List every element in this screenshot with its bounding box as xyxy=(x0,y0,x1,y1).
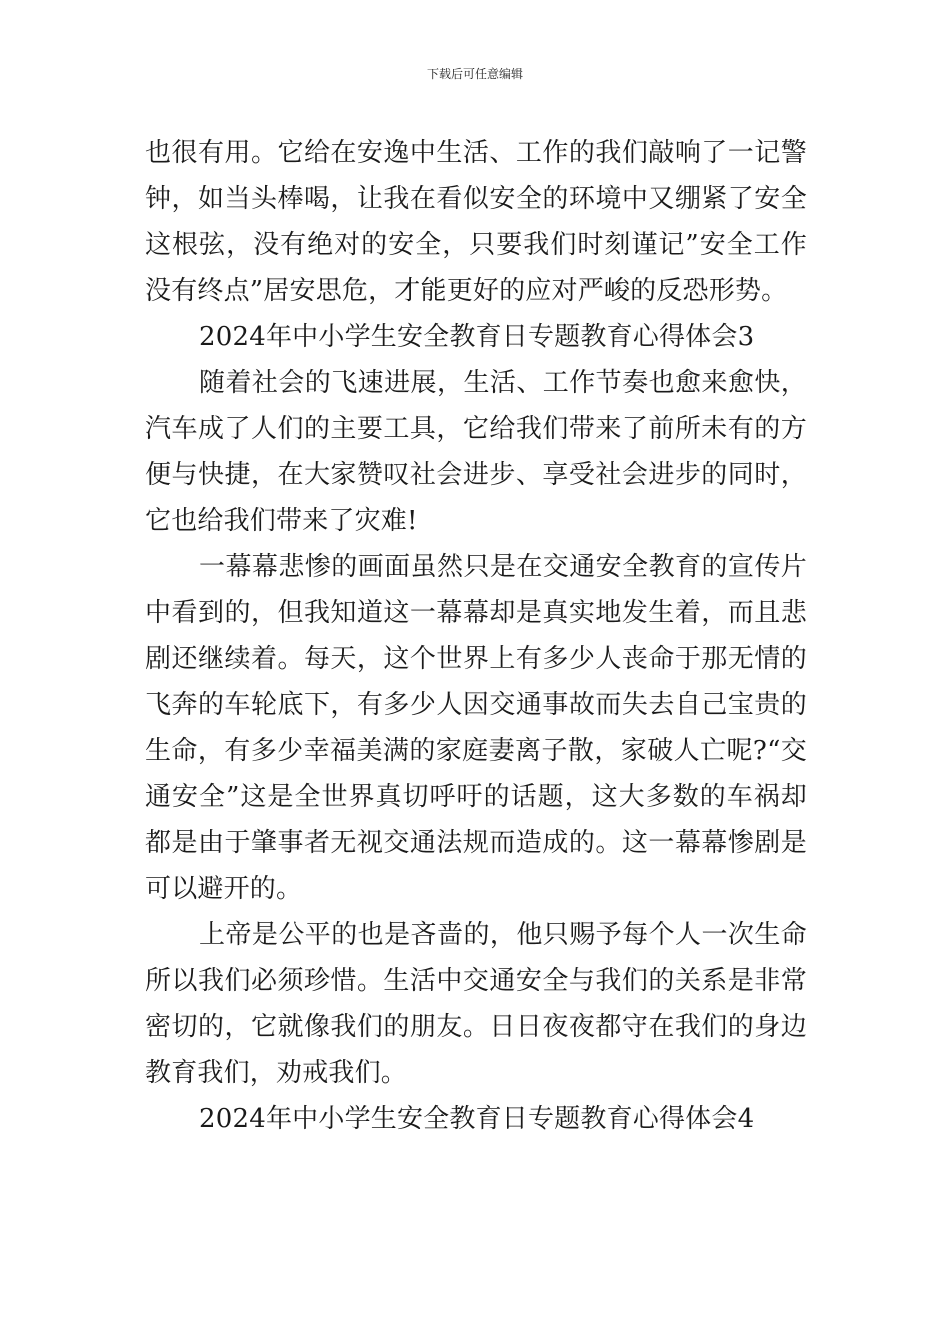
paragraph-continuation: 也很有用。它给在安逸中生活、工作的我们敲响了一记警钟，如当头棒喝，让我在看似安全的环境中又绷紧了安全这根弦，没有绝对的安全，只要我们时刻谨记”安全工作没有终点”居安思危，才能更好的应对严峻的反恐形势。 xyxy=(145,138,807,306)
paragraph: 一幕幕悲惨的画面虽然只是在交通安全教育的宣传片中看到的，但我知道这一幕幕却是真实地发生着，而且悲剧还继续着。每天，这个世界上有多少人丧命于那无情的飞奔的车轮底下，有多少人因交通事故而失去自己宝贵的生命，有多少幸福美满的家庭妻离子散，家破人亡呢?“交通安全”这是全世界真切呼吁的话题，这大多数的车祸却都是由于肇事者无视交通法规而造成的。这一幕幕惨剧是可以避开的。 xyxy=(145,552,807,904)
paragraph: 上帝是公平的也是吝啬的，他只赐予每个人一次生命所以我们必须珍惜。生活中交通安全与我们的关系是非常密切的，它就像我们的朋友。日日夜夜都守在我们的身边教育我们，劝戒我们。 xyxy=(145,920,807,1088)
section-heading-4: 2024年中小学生安全教育日专题教育心得体会4 xyxy=(199,1104,755,1134)
paragraph: 随着社会的飞速进展，生活、工作节奏也愈来愈快，汽车成了人们的主要工具，它给我们带来了前所未有的方便与快捷，在大家赞叹社会进步、享受社会进步的同时，它也给我们带来了灾难! xyxy=(145,368,807,536)
document-body xyxy=(145,130,807,1142)
page-header: 下载后可任意编辑 xyxy=(426,67,523,81)
section-heading-3: 2024年中小学生安全教育日专题教育心得体会3 xyxy=(199,322,755,352)
